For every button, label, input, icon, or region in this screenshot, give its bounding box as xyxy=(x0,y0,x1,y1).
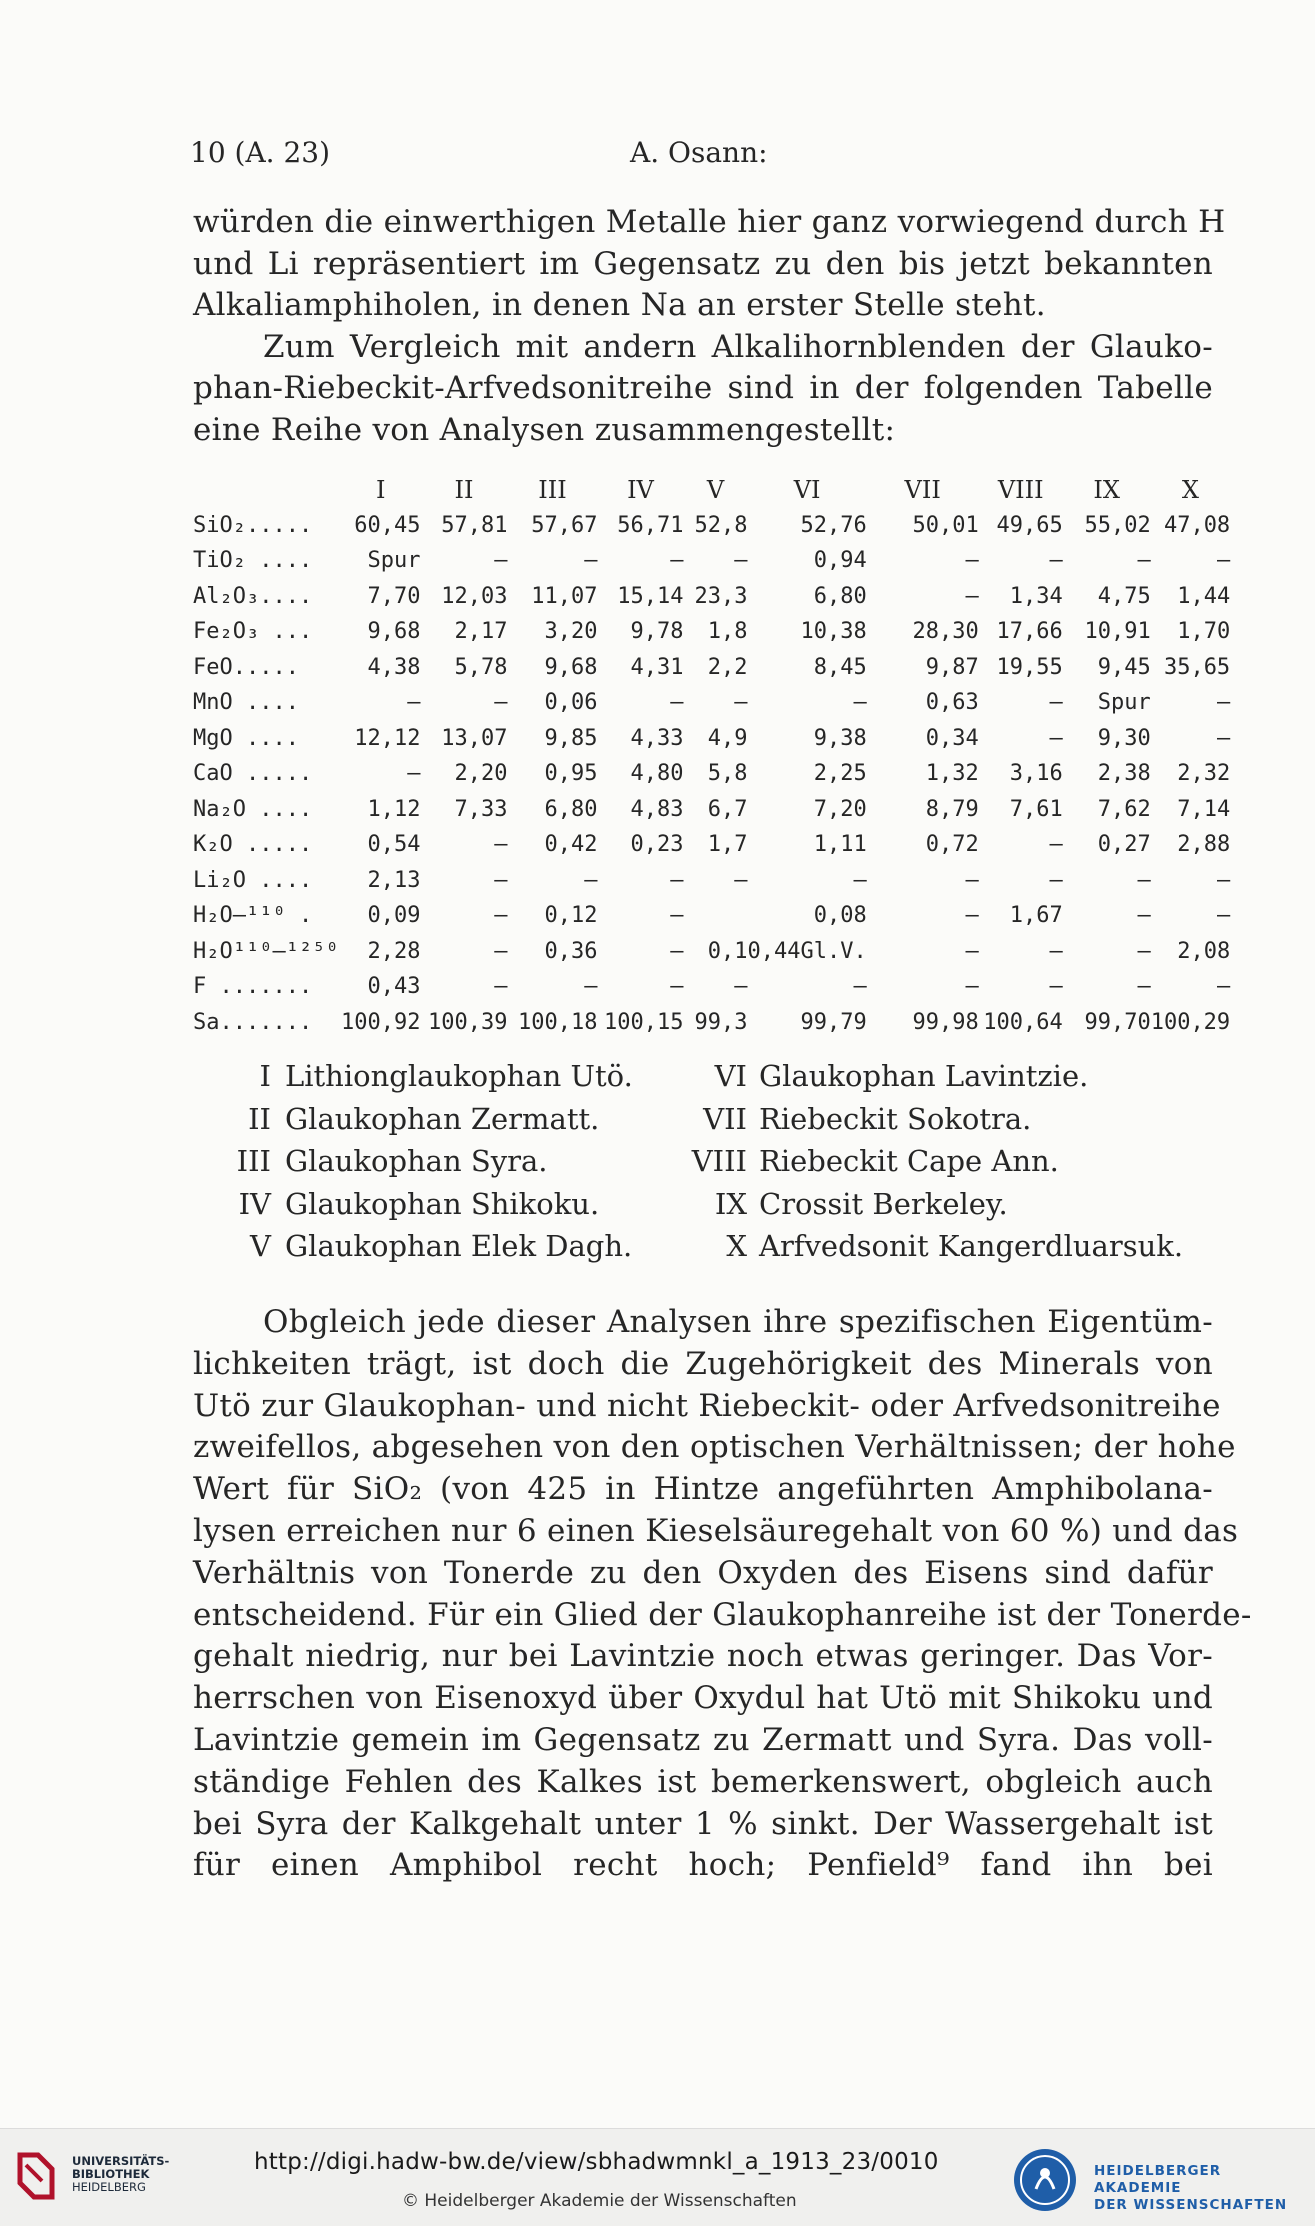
table-cell: — xyxy=(1137,548,1151,574)
table-cell: 3,16 xyxy=(1009,761,1063,787)
table-cell: 8,45 xyxy=(813,654,867,680)
legend-number: I xyxy=(259,1059,271,1093)
university-library-logo xyxy=(14,2149,174,2209)
table-cell: 5,78 xyxy=(454,654,508,680)
legend-entry xyxy=(193,1140,548,1183)
column-header: II xyxy=(454,475,474,504)
legend-text: Glaukophan Elek Dagh. xyxy=(285,1229,633,1263)
legend-text: Riebeckit Sokotra. xyxy=(759,1101,1032,1136)
legend-entry xyxy=(661,1098,1031,1141)
legend-text: Glaukophan Shikoku. xyxy=(285,1186,600,1221)
text-line: lysen erreichen nur 6 einen Kieselsäuregehalt von 60 %) und das xyxy=(193,1512,1239,1549)
analysis-table xyxy=(193,472,1230,1040)
legend-number: VII xyxy=(703,1101,747,1136)
table-cell: 1,70 xyxy=(1177,619,1231,645)
table-cell: 4,9 xyxy=(707,725,748,751)
logo-line: DER WISSENSCHAFTEN xyxy=(1094,2197,1288,2213)
table-cell: — xyxy=(494,832,508,858)
text-line: bei Syra der Kalkgehalt unter 1 % sinkt. Der Wassergehalt ist xyxy=(193,1805,1213,1842)
table-cell: 99,70 xyxy=(1084,1009,1151,1035)
table-cell: 4,80 xyxy=(630,761,684,787)
table-cell: 23,3 xyxy=(694,583,748,609)
table-cell: — xyxy=(494,867,508,893)
legend-entry xyxy=(661,1055,1088,1098)
table-cell: — xyxy=(1216,690,1231,716)
table-cell: 11,07 xyxy=(531,583,598,609)
legend-entry xyxy=(193,1225,632,1268)
row-label: Sa....... xyxy=(193,1009,313,1035)
table-cell: 2,38 xyxy=(1097,761,1151,787)
table-row xyxy=(193,650,1230,686)
table-cell: 2,13 xyxy=(367,867,421,893)
table-cell: 4,38 xyxy=(367,654,421,680)
table-cell: 1,32 xyxy=(925,761,979,787)
table-cell: — xyxy=(494,974,508,1000)
legend-number: V xyxy=(250,1229,271,1263)
text-line: und Li repräsentiert im Gegensatz zu den bis jetzt bekannten xyxy=(193,245,1213,282)
academy-logo xyxy=(1014,2149,1304,2213)
table-cell: — xyxy=(1049,690,1063,716)
table-row xyxy=(193,614,1230,650)
logo-line: HEIDELBERG xyxy=(72,2180,146,2194)
table-cell: 2,17 xyxy=(454,619,508,645)
column-header: VI xyxy=(793,475,821,504)
row-label: CaO ..... xyxy=(193,761,313,787)
table-row xyxy=(193,827,1230,863)
table-cell: — xyxy=(734,974,748,1000)
table-cell: 4,33 xyxy=(630,725,684,751)
text-line: Alkaliamphiholen, in denen Na an erster Stelle steht. xyxy=(193,287,1046,323)
table-cell: 49,65 xyxy=(996,512,1063,538)
table-cell: — xyxy=(670,974,684,1000)
text-line: Zum Vergleich mit andern Alkalihornblenden der Glauko- xyxy=(263,328,1213,365)
text-line: gehalt niedrig, nur bei Lavintzie noch etwas geringer. Das Vor- xyxy=(193,1638,1213,1675)
legend-text: Glaukophan Zermatt. xyxy=(285,1101,600,1136)
table-cell: — xyxy=(1049,832,1063,858)
table-cell: 47,08 xyxy=(1163,512,1231,538)
table-cell: 2,2 xyxy=(707,654,748,680)
table-cell: 0,34 xyxy=(925,725,979,751)
row-label: Al₂O₃.... xyxy=(193,583,313,609)
table-cell: — xyxy=(494,903,508,929)
table-cell: 60,45 xyxy=(354,512,421,538)
table-cell: — xyxy=(584,548,598,574)
body-paragraph xyxy=(193,1302,1252,1887)
legend-text: Arfvedsonit Kangerdluarsuk. xyxy=(759,1229,1184,1263)
legend-text: Crossit Berkeley. xyxy=(759,1186,1008,1221)
table-cell: 0,08 xyxy=(813,903,867,929)
legend-row xyxy=(193,1140,1223,1183)
table-cell: 6,7 xyxy=(707,796,748,822)
legend-number: III xyxy=(236,1144,271,1178)
table-cell: 2,32 xyxy=(1177,761,1231,787)
legend-number: X xyxy=(726,1229,747,1263)
page-header xyxy=(190,136,1220,176)
table-cell: 99,98 xyxy=(912,1009,979,1035)
table-cell: — xyxy=(1216,725,1231,751)
row-label: MgO .... xyxy=(193,725,299,751)
text-line: phan-Riebeckit-Arfvedsonitreihe sind in der folgenden Tabelle xyxy=(193,370,1213,406)
table-cell: 6,80 xyxy=(813,583,867,609)
table-cell: 1,8 xyxy=(707,619,748,645)
column-header: I xyxy=(376,475,386,504)
text-line: Wert für SiO₂ (von 425 in Hintze angeführten Amphibolana- xyxy=(193,1471,1213,1508)
table-cell: 7,62 xyxy=(1097,796,1151,822)
table-cell: 57,81 xyxy=(441,512,508,538)
table-cell: — xyxy=(734,690,748,716)
table-cell: 0,72 xyxy=(925,832,979,858)
table-cell: 28,30 xyxy=(912,619,979,645)
table-cell: 4,83 xyxy=(630,796,684,822)
table-cell: 0,44Gl.V. xyxy=(747,938,867,964)
table-cell: 9,68 xyxy=(367,619,421,645)
row-label: H₂O¹¹⁰—¹²⁵⁰ xyxy=(193,938,339,964)
text-line: eine Reihe von Analysen zusammengestellt: xyxy=(193,411,896,448)
legend-row xyxy=(193,1055,1223,1098)
column-header: III xyxy=(538,475,567,504)
row-label: Na₂O .... xyxy=(193,796,313,822)
table-cell: 2,08 xyxy=(1177,938,1231,964)
table-cell: 2,88 xyxy=(1177,832,1231,858)
table-row xyxy=(193,685,1230,721)
table-cell: — xyxy=(1049,867,1063,893)
table-row xyxy=(193,969,1230,1005)
table-cell: 100,64 xyxy=(983,1009,1063,1035)
table-cell: 0,94 xyxy=(813,548,867,574)
table-cell: — xyxy=(1049,725,1063,751)
table-cell: 1,67 xyxy=(1009,903,1063,929)
table-cell: 10,91 xyxy=(1084,619,1151,645)
text-line: Verhältnis von Tonerde zu den Oxyden des Eisens sind dafür xyxy=(193,1554,1213,1591)
table-cell: 0,12 xyxy=(544,903,598,929)
legend-text: Glaukophan Lavintzie. xyxy=(759,1059,1089,1093)
table-cell: 7,14 xyxy=(1177,796,1231,822)
legend-text: Riebeckit Cape Ann. xyxy=(759,1144,1059,1178)
table-cell: 4,75 xyxy=(1097,583,1151,609)
table-cell: — xyxy=(1216,867,1231,893)
table-cell: — xyxy=(734,867,748,893)
table-header-row xyxy=(193,472,1230,508)
table-row xyxy=(193,579,1230,615)
table-row xyxy=(193,543,1230,579)
column-header: IX xyxy=(1093,475,1120,504)
legend-entry xyxy=(193,1183,599,1226)
table-cell: — xyxy=(853,974,867,1000)
table-cell: — xyxy=(1049,974,1063,1000)
table-cell: 2,25 xyxy=(813,761,867,787)
table-cell: — xyxy=(494,548,508,574)
table-cell: 15,14 xyxy=(617,583,684,609)
table-cell: 4,31 xyxy=(630,654,684,680)
table-cell: — xyxy=(407,690,421,716)
table-row xyxy=(193,508,1230,544)
table-cell: 0,42 xyxy=(544,832,598,858)
table-cell: — xyxy=(670,903,684,929)
table-cell: 9,45 xyxy=(1097,654,1151,680)
academy-emblem-icon xyxy=(1014,2149,1076,2211)
legend-number: VIII xyxy=(691,1144,747,1178)
text-line: Obgleich jede dieser Analysen ihre spezifischen Eigentüm- xyxy=(263,1304,1213,1340)
table-cell: 55,02 xyxy=(1084,512,1151,538)
table-cell: 52,8 xyxy=(694,512,748,538)
text-line: Utö zur Glaukophan- und nicht Riebeckit- oder Arfvedsonitreihe xyxy=(193,1387,1221,1424)
copyright-notice: © Heidelberger Akademie der Wissenschaften xyxy=(402,2191,797,2211)
table-cell: — xyxy=(965,867,979,893)
column-header: VII xyxy=(904,475,941,504)
table-cell: 9,68 xyxy=(544,654,598,680)
legend-number: II xyxy=(248,1101,271,1136)
row-label: Fe₂O₃ ... xyxy=(193,619,313,645)
table-row xyxy=(193,756,1230,792)
column-header: V xyxy=(706,475,725,504)
table-cell: — xyxy=(1137,938,1151,964)
table-cell: — xyxy=(1049,938,1063,964)
text-line: zweifellos, abgesehen von den optischen Verhältnissen; der hohe xyxy=(193,1429,1236,1466)
table-cell: 50,01 xyxy=(912,512,979,538)
table-cell: 100,39 xyxy=(428,1009,508,1035)
row-label: K₂O ..... xyxy=(193,832,313,858)
table-row xyxy=(193,863,1230,899)
logo-line: UNIVERSITÄTS- xyxy=(72,2154,170,2168)
table-cell: 99,79 xyxy=(800,1009,867,1035)
row-label: TiO₂ .... xyxy=(193,548,313,574)
table-cell: 0,43 xyxy=(367,974,421,1000)
row-label: F ....... xyxy=(193,974,313,1000)
legend-entry xyxy=(661,1183,1008,1226)
table-cell: 2,20 xyxy=(454,761,508,787)
table-cell: 9,78 xyxy=(630,619,684,645)
table-cell: 100,15 xyxy=(604,1009,684,1035)
table-cell: — xyxy=(494,690,508,716)
row-label: FeO..... xyxy=(193,654,299,680)
table-cell: 7,61 xyxy=(1009,796,1063,822)
logo-line: BIBLIOTHEK xyxy=(72,2167,150,2181)
row-label: Li₂O .... xyxy=(193,867,313,893)
column-header: IV xyxy=(627,475,654,504)
table-cell: — xyxy=(965,974,979,1000)
table-cell: 2,28 xyxy=(367,938,421,964)
table-cell: — xyxy=(407,761,421,787)
table-cell: — xyxy=(1216,903,1231,929)
table-cell: 12,03 xyxy=(441,583,508,609)
legend-number: VI xyxy=(714,1059,747,1093)
table-cell: 3,20 xyxy=(544,619,598,645)
text-line: lichkeiten trägt, ist doch die Zugehörigkeit des Minerals von xyxy=(193,1345,1213,1382)
library-emblem-icon xyxy=(14,2151,58,2201)
text-line: ständige Fehlen des Kalkes ist bemerkenswert, obgleich auch xyxy=(193,1763,1213,1800)
table-cell: 7,33 xyxy=(454,796,508,822)
row-label: H₂O—¹¹⁰ . xyxy=(193,903,313,929)
table-cell: 8,79 xyxy=(925,796,979,822)
legend-entry xyxy=(193,1098,599,1141)
table-cell: 1,11 xyxy=(813,832,867,858)
table-cell: 1,44 xyxy=(1177,583,1231,609)
table-cell: 9,38 xyxy=(813,725,867,751)
table-cell: 9,87 xyxy=(925,654,979,680)
column-header: VIII xyxy=(997,475,1044,504)
table-cell: 13,07 xyxy=(441,725,508,751)
table-cell: 99,3 xyxy=(694,1009,748,1035)
table-cell xyxy=(683,898,747,934)
table-cell: 10,38 xyxy=(800,619,867,645)
permalink-url[interactable]: http://digi.hadw-bw.de/view/sbhadwmnkl_a_1913_23/0010 xyxy=(254,2149,939,2175)
table-cell: — xyxy=(494,938,508,964)
table-cell: — xyxy=(670,938,684,964)
footer-bar xyxy=(0,2128,1315,2226)
page-reference: 10 (A. 23) xyxy=(190,136,331,169)
table-cell: — xyxy=(670,690,684,716)
table-cell: — xyxy=(734,548,748,574)
text-line: würden die einwerthigen Metalle hier ganz vorwiegend durch H xyxy=(193,204,1226,240)
column-header: X xyxy=(1181,475,1199,504)
intro-paragraph xyxy=(193,202,1226,451)
text-line: entscheidend. Für ein Glied der Glaukophanreihe ist der Tonerde- xyxy=(193,1596,1252,1633)
table-cell: 0,95 xyxy=(544,761,598,787)
table-cell: 0,54 xyxy=(367,832,421,858)
table-cell: — xyxy=(853,867,867,893)
running-author: A. Osann: xyxy=(630,136,768,169)
table-cell: — xyxy=(1216,974,1231,1000)
table-cell: — xyxy=(1049,548,1063,574)
table-row xyxy=(193,898,1230,934)
table-cell: 52,76 xyxy=(800,512,867,538)
table-cell: 12,12 xyxy=(354,725,421,751)
table-cell: Spur xyxy=(1097,690,1151,716)
text-line: herrschen von Eisenoxyd über Oxydul hat Utö mit Shikoku und xyxy=(193,1680,1213,1717)
legend-text: Lithionglaukophan Utö. xyxy=(285,1059,633,1093)
table-cell: 0,09 xyxy=(367,903,421,929)
legend-number: IX xyxy=(714,1186,747,1221)
legend-text: Glaukophan Syra. xyxy=(285,1144,548,1178)
table-cell: 7,20 xyxy=(813,796,867,822)
table-cell: 57,67 xyxy=(531,512,598,538)
text-line: für einen Amphibol recht hoch; Penfield⁹ fand ihn bei xyxy=(193,1847,1213,1884)
table-cell: — xyxy=(584,974,598,1000)
table-cell: — xyxy=(670,548,684,574)
table-cell: 0,23 xyxy=(630,832,684,858)
table-cell: — xyxy=(965,938,979,964)
table-cell: — xyxy=(1137,867,1151,893)
table-cell: 100,92 xyxy=(341,1009,421,1035)
table-cell: 9,30 xyxy=(1097,725,1151,751)
table-cell: — xyxy=(670,867,684,893)
table-cell: — xyxy=(965,583,979,609)
table-cell: 1,34 xyxy=(1009,583,1063,609)
legend-number: IV xyxy=(238,1186,271,1221)
table-cell: — xyxy=(1137,974,1151,1000)
table-cell: — xyxy=(853,690,867,716)
table-row xyxy=(193,792,1230,828)
table-row xyxy=(193,721,1230,757)
table-cell: 0,1 xyxy=(707,938,748,964)
table-cell: 1,12 xyxy=(367,796,421,822)
table-cell: 0,36 xyxy=(544,938,598,964)
legend-entry xyxy=(193,1055,633,1098)
table-row xyxy=(193,934,1230,970)
legend-row xyxy=(193,1098,1223,1141)
table-cell: 7,70 xyxy=(367,583,421,609)
logo-line: HEIDELBERGER AKADEMIE xyxy=(1094,2163,1222,2196)
table-cell: 9,85 xyxy=(544,725,598,751)
legend-row xyxy=(193,1183,1223,1226)
table-cell: 1,7 xyxy=(707,832,748,858)
table-cell: 0,27 xyxy=(1097,832,1151,858)
table-cell: 17,66 xyxy=(996,619,1063,645)
table-cell: 0,06 xyxy=(544,690,598,716)
table-cell: 100,18 xyxy=(518,1009,598,1035)
table-cell: 56,71 xyxy=(617,512,684,538)
legend-entry xyxy=(661,1225,1183,1268)
legend-row xyxy=(193,1225,1223,1268)
table-cell: 6,80 xyxy=(544,796,598,822)
table-cell: 19,55 xyxy=(996,654,1063,680)
table-cell: Spur xyxy=(367,548,421,574)
table-cell: — xyxy=(965,548,979,574)
table-cell: — xyxy=(1216,548,1231,574)
table-cell: — xyxy=(965,903,979,929)
table-cell: 100,29 xyxy=(1150,1009,1231,1035)
row-label: MnO .... xyxy=(193,690,299,716)
table-cell: 0,63 xyxy=(925,690,979,716)
table-cell: — xyxy=(584,867,598,893)
table-legend xyxy=(193,1055,1223,1268)
table-cell: 35,65 xyxy=(1163,654,1231,680)
legend-entry xyxy=(661,1140,1059,1183)
table-cell: 5,8 xyxy=(707,761,748,787)
table-cell: — xyxy=(1137,903,1151,929)
row-label: SiO₂..... xyxy=(193,512,313,538)
text-line: Lavintzie gemein im Gegensatz zu Zermatt und Syra. Das voll- xyxy=(193,1721,1213,1758)
table-row xyxy=(193,1005,1230,1041)
